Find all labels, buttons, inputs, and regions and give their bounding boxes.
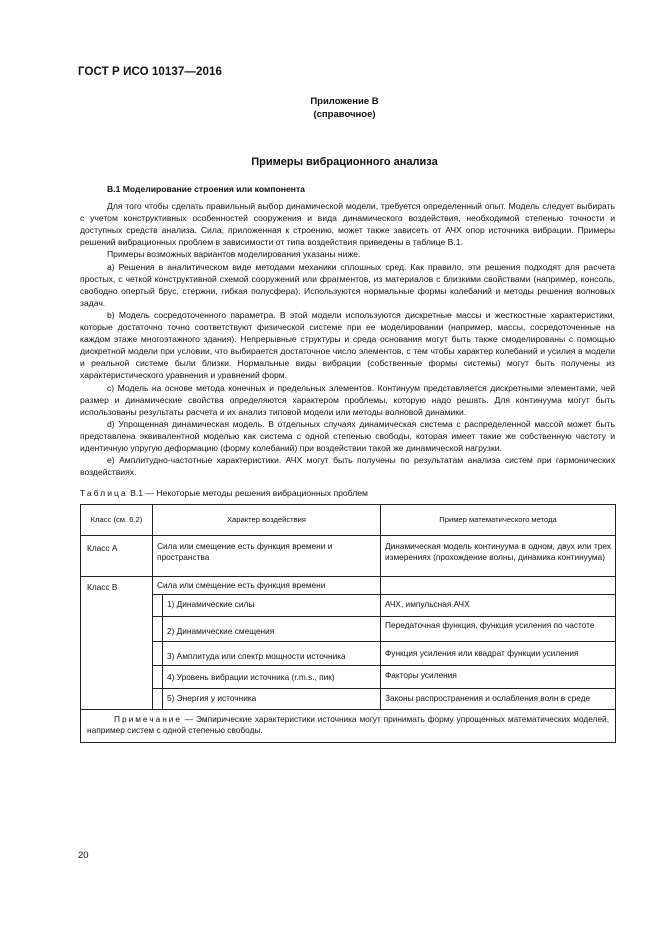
paragraph: b) Модель сосредоточенного параметра. В этой модели используются дискретные массы и жесткостные характеристики, которые достаточно точно соответствуют физической системе при ее моделировании (например, массы, сосредоточенные на каждом этаже многоэтажного здания). Непрерывные структуры и среда основания могут быть также смоделированы с помощью дискретной модели при условии, что выбирается достаточное число элементов, с тем чтобы характер колебаний и усилия в модели и реальной системе были близки. Нормальные виды вибрации (собственные формы системы) могут быть получены из характеристического уравнения и уравнений форм.: [80, 309, 615, 381]
paragraph: e) Амплитудно-частотные характеристики. АЧХ могут быть получены по результатам анализа систем при гармонических воздействиях.: [80, 455, 615, 478]
indent-cell: [153, 617, 163, 641]
impact-cell: 5) Энергия у источника: [163, 688, 381, 709]
table-row: [81, 641, 616, 665]
body-text: [80, 183, 615, 743]
method-cell: Законы распространения и ослабления волн в среде: [381, 688, 616, 709]
table-header-row: [81, 505, 616, 535]
table-caption: [80, 487, 615, 499]
note-text: — Эмпирические характеристики источника могут принимать форму упрощенных математических моделей, например систем с одной степенью свободы.: [87, 714, 609, 736]
header-method: Пример математического метода: [381, 505, 616, 535]
paragraph: Для того чтобы сделать правильный выбор динамической модели, требуется определенный опыт. Модель следует выбирать с учетом конструктивных особенностей сооружения и вида динамического воздействия, необходимой степенью точности и доступных средств анализа. Сила, приложенная к строению, может также зависеть от АЧХ опор источника вибрации. Примеры решений вибрационных проблем в зависимости от типа воздействия приведены в таблице В.1.: [80, 201, 615, 248]
annex-kind: (справочное): [313, 109, 376, 120]
table-row: [81, 665, 616, 688]
method-cell: [381, 576, 616, 594]
method-cell: Динамическая модель континуума в одном, двух или трех измерениях (прохождение волны, динамика континуума): [381, 535, 616, 576]
class-cell: Класс В: [81, 576, 153, 709]
annex-block: [0, 95, 661, 121]
paragraph: d) Упрощенная динамическая модель. В отдельных случаях динамическая система с распределенной массой может быть представлена эквивалентной моделью как система с одной степенью свободы, которая имеет такие же собственную частоту и идентичную упругую деформацию (форму колебаний) при воздействии такой же динамической нагрузки.: [80, 418, 615, 453]
impact-cell: Сила или смещение есть функция времени и пространства: [153, 535, 381, 576]
method-cell: Факторы усиления: [381, 665, 616, 688]
methods-table: [80, 504, 616, 742]
main-title: Примеры вибрационного анализа: [251, 156, 438, 168]
table-row: [81, 617, 616, 641]
impact-cell: 3) Амплитуда или спектр мощности источника: [163, 641, 381, 665]
paragraph: Примеры возможных вариантов моделирования указаны ниже.: [107, 249, 361, 260]
method-cell: Передаточная функция, функция усиления по частоте: [381, 617, 616, 641]
header-impact: Характер воздействия: [153, 505, 381, 535]
paragraph: a) Решения в аналитическом виде методами механики сплошных сред. Как правило, эти решения подходят для расчета простых, с четкой конструктивной схемой сооружений или фрагментов, из материалов с близкими свойствами (например, консоль, свободно опертый брус, стержни, гибкая полусфера). Используются нормальные формы колебаний и методы решения волновых задач.: [80, 261, 615, 308]
impact-cell: Сила или смещение есть функция времени: [153, 576, 381, 594]
impact-cell: 2) Динамические смещения: [163, 617, 381, 641]
table-note: [81, 710, 616, 742]
table-note-row: [81, 710, 616, 742]
standard-header: ГОСТ Р ИСО 10137—2016: [78, 66, 223, 78]
method-cell: Функция усиления или квадрат функции усиления: [381, 641, 616, 665]
table-row: [81, 535, 616, 576]
table-caption-text: В.1 — Некоторые методы решения вибрационных проблем: [127, 488, 368, 499]
annex-title: Приложение В: [310, 96, 379, 107]
header-class: Класс (см. 6.2): [81, 505, 153, 535]
indent-cell: [153, 688, 163, 709]
table-row: [81, 576, 616, 594]
table-row: [81, 595, 616, 617]
page-number: 20: [78, 850, 89, 861]
method-cell: АЧХ, импульсная АЧХ: [381, 595, 616, 617]
indent-cell: [153, 641, 163, 665]
class-cell: Класс А: [81, 535, 153, 576]
table-row: [81, 688, 616, 709]
table-caption-prefix: Таблица: [80, 488, 128, 499]
impact-cell: 4) Уровень вибрации источника (r.m.s., пик): [163, 665, 381, 688]
indent-cell: [153, 595, 163, 617]
section-heading: В.1 Моделирование строения или компонента: [107, 184, 305, 194]
paragraph: c) Модель на основе метода конечных и предельных элементов. Континуум представляется дискретными элементами, чей размер и динамические свойства определяются характером проблемы, которую надо решать. Для континуума могут быть использованы результаты расчета и их анализ типовой модели или методы волновой динамики.: [80, 382, 615, 417]
impact-cell: 1) Динамические силы: [163, 595, 381, 617]
note-prefix: Примечание: [114, 714, 183, 725]
indent-cell: [153, 665, 163, 688]
